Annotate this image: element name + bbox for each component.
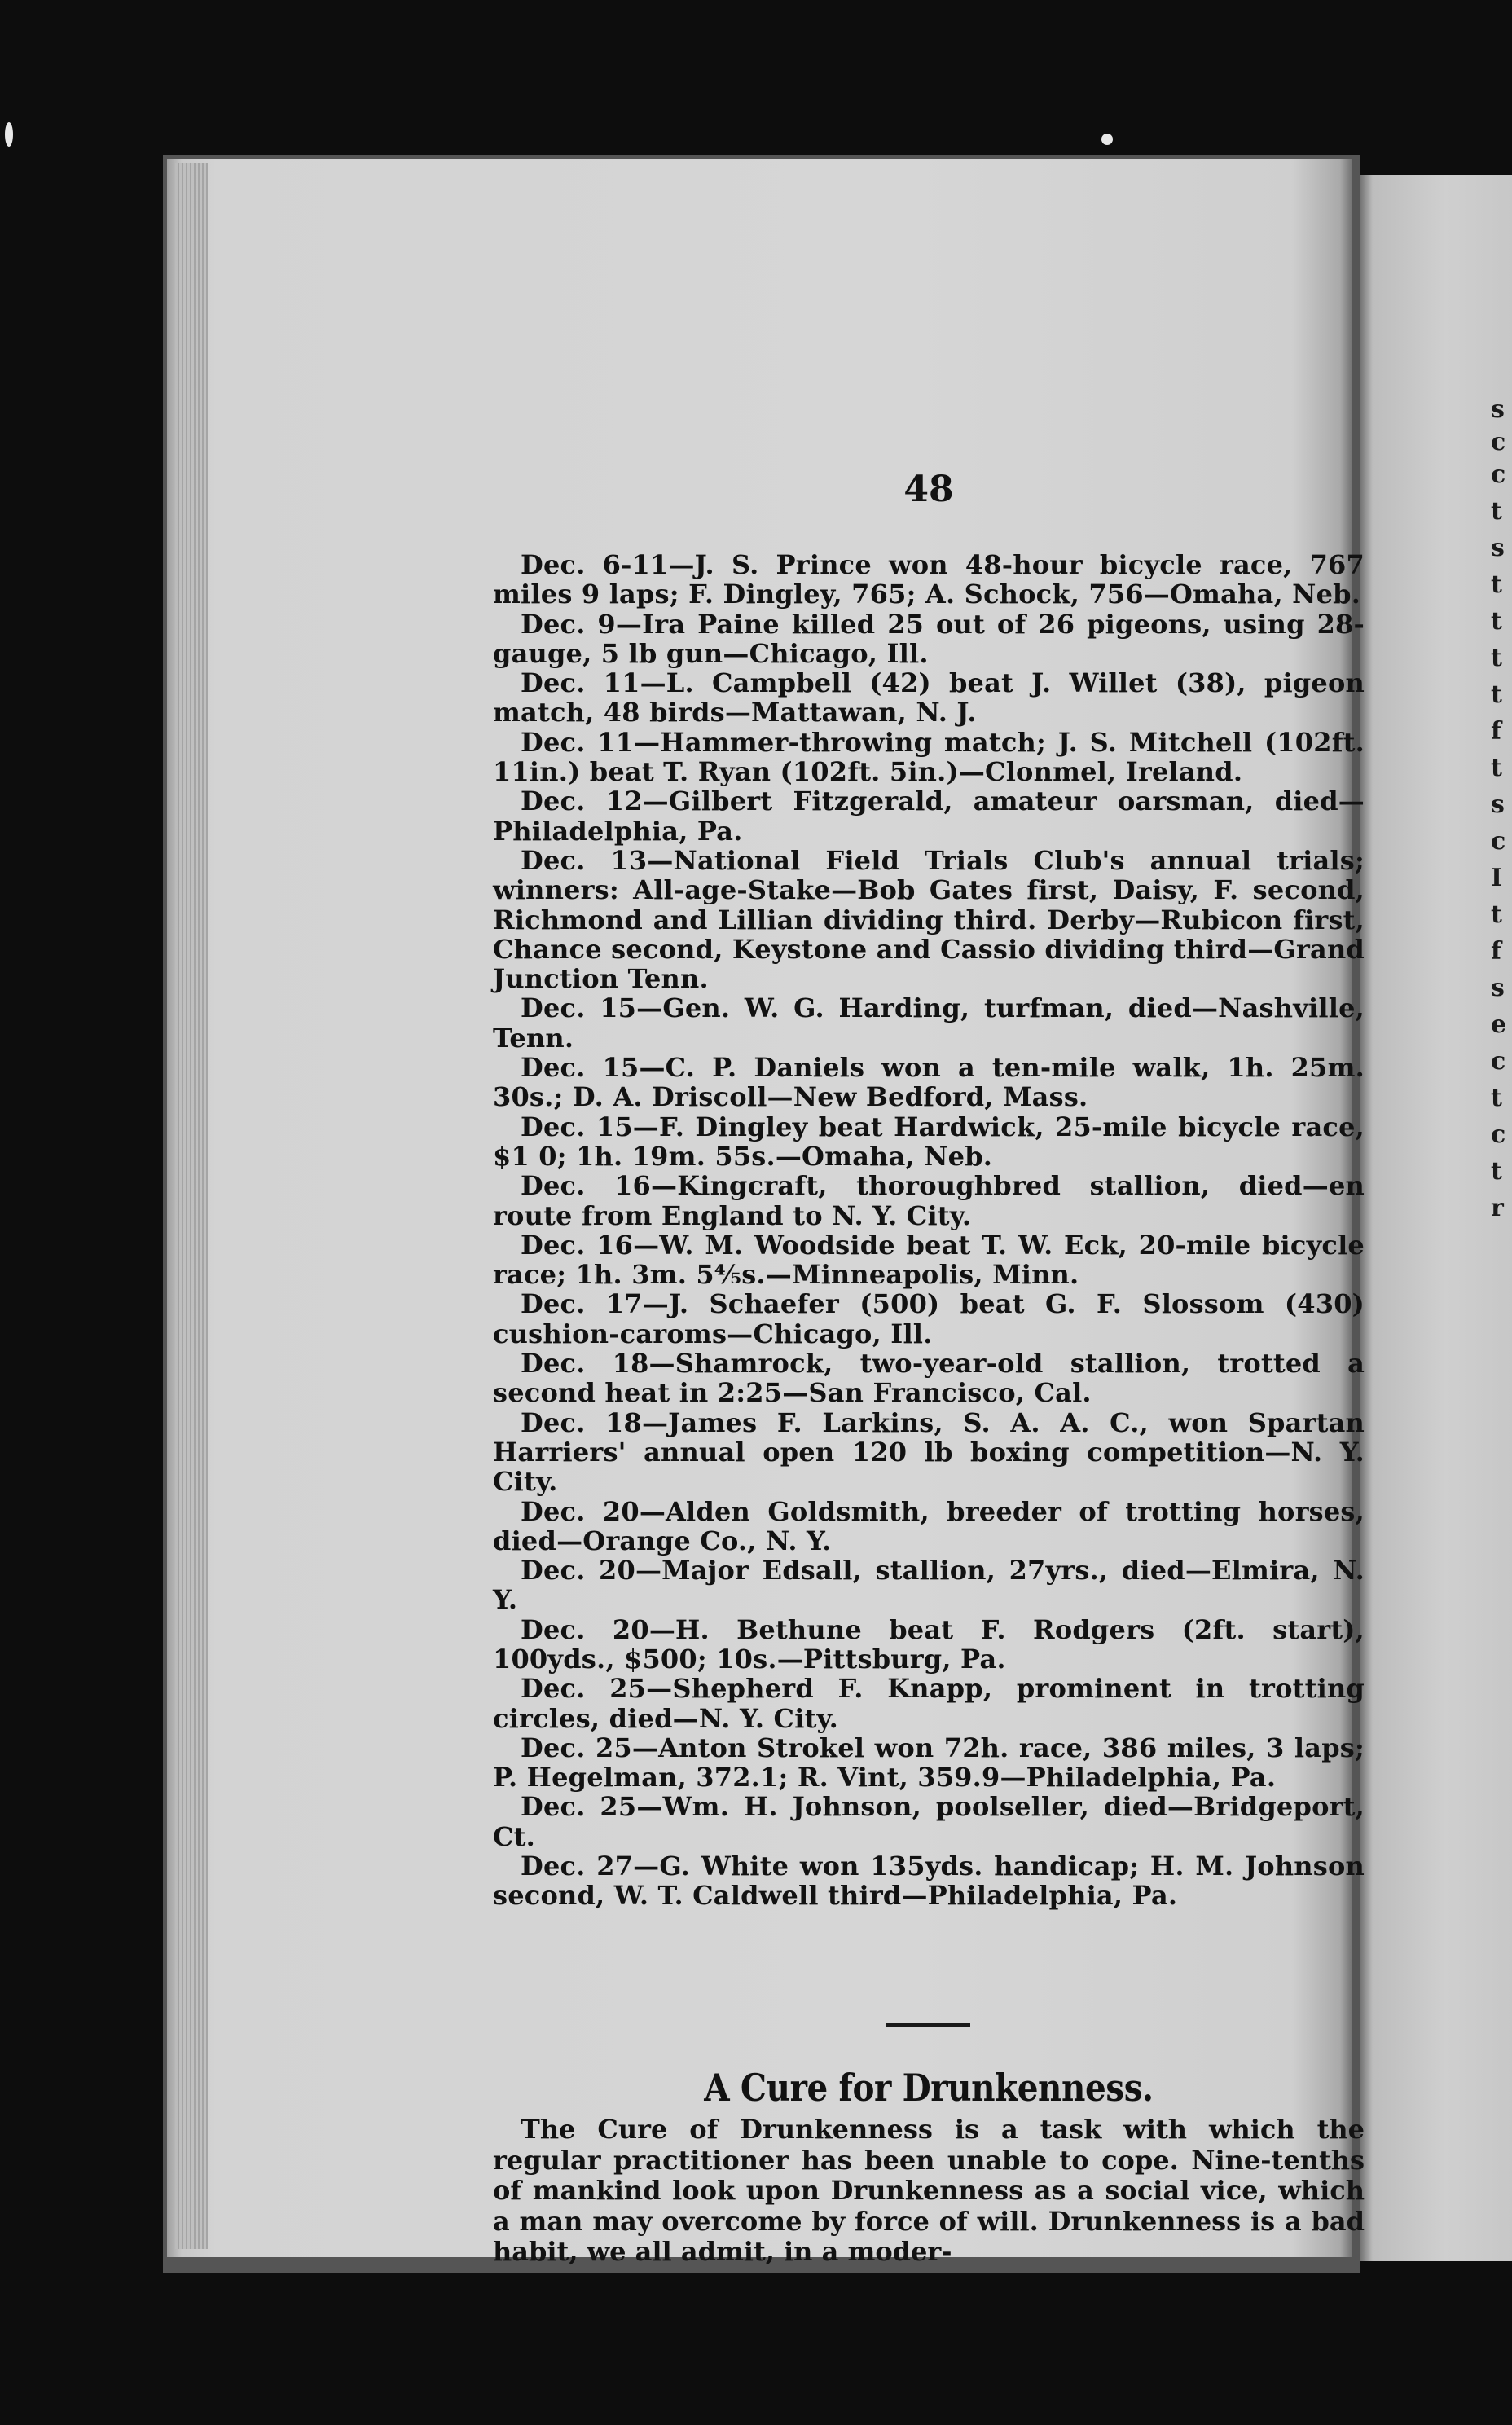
list-item: Dec. 15—Gen. W. G. Harding, turfman, died—Nashville, Tenn.	[493, 992, 1365, 1054]
list-item: Dec. 9—Ira Paine killed 25 out of 26 pigeons, using 28-gauge, 5 lb gun—Chicago, Ill.	[493, 608, 1365, 669]
section-body: The Cure of Drunkenness is a task with which the regular practitioner has been unable to cope. Nine-tenths of mankind look upon Drunkenness as a social vice, which a man may overcome by force of will. Drunkenness is a bad habit, we all admit, in a moder-	[493, 2114, 1365, 2267]
entries-list	[493, 550, 1365, 1911]
list-item: Dec. 25—Shepherd F. Knapp, prominent in trotting circles, died—N. Y. City.	[493, 1673, 1365, 1734]
list-item: Dec. 6-11—J. S. Prince won 48-hour bicycle race, 767 miles 9 laps; F. Dingley, 765; A. Schock, 756—Omaha, Neb.	[493, 549, 1365, 610]
book-page	[167, 159, 1365, 2267]
list-item: Dec. 16—W. M. Woodside beat T. W. Eck, 20-mile bicycle race; 1h. 3m. 5⅘s.—Minneapolis, Minn.	[493, 1229, 1365, 1291]
dust-speck	[5, 122, 13, 147]
page-stack-edges	[175, 163, 208, 2249]
list-item: Dec. 27—G. White won 135yds. handicap; H. M. Johnson second, W. T. Caldwell third—Philadelphia, Pa.	[493, 1851, 1365, 1912]
list-item: Dec. 15—C. P. Daniels won a ten-mile walk, 1h. 25m. 30s.; D. A. Driscoll—New Bedford, Mass.	[493, 1052, 1365, 1113]
list-item: Dec. 11—L. Campbell (42) beat J. Willet (38), pigeon match, 48 birds—Mattawan, N. J.	[493, 667, 1365, 728]
list-item: Dec. 12—Gilbert Fitzgerald, amateur oarsman, died—Philadelphia, Pa.	[493, 786, 1365, 847]
list-item: Dec. 25—Anton Strokel won 72h. race, 386 miles, 3 laps; P. Hegelman, 372.1; R. Vint, 359.9—Philadelphia, Pa.	[493, 1732, 1365, 1793]
list-item: Dec. 17—J. Schaefer (500) beat G. F. Slossom (430) cushion-caroms—Chicago, Ill.	[493, 1288, 1365, 1349]
list-item: Dec. 20—H. Bethune beat F. Rodgers (2ft. start), 100yds., $500; 10s.—Pittsburg, Pa.	[493, 1613, 1365, 1675]
list-item: Dec. 13—National Field Trials Club's annual trials; winners: All-age-Stake—Bob Gates first, Daisy, F. second, Richmond and Lillian dividing third. Derby—Rubicon first, Chance second, Keystone and Cassio dividing third—Grand Junction Tenn.	[493, 844, 1365, 995]
list-item: Dec. 15—F. Dingley beat Hardwick, 25-mile bicycle race, $1 0; 1h. 19m. 55s.—Omaha, Neb.	[493, 1111, 1365, 1172]
list-item: Dec. 18—Shamrock, two-year-old stallion, trotted a second heat in 2:25—San Francisco, Cal.	[493, 1348, 1365, 1409]
list-item: Dec. 11—Hammer-throwing match; J. S. Mitchell (102ft. 11in.) beat T. Ryan (102ft. 5in.)—Clonmel, Ireland.	[493, 726, 1365, 788]
list-item: Dec. 20—Alden Goldsmith, breeder of trotting horses, died—Orange Co., N. Y.	[493, 1495, 1365, 1556]
list-item: Dec. 25—Wm. H. Johnson, poolseller, died—Bridgeport, Ct.	[493, 1791, 1365, 1852]
list-item: Dec. 18—James F. Larkins, S. A. A. C., won Spartan Harriers' annual open 120 lb boxing competition—N. Y. City.	[493, 1406, 1365, 1498]
section-divider	[886, 2023, 970, 2027]
adjacent-page-edge: s c c t s t t t t f t s c I t f s e c t c t r	[1348, 175, 1512, 2261]
dust-speck	[1101, 134, 1113, 145]
list-item: Dec. 16—Kingcraft, thoroughbred stallion, died—en route from England to N. Y. City.	[493, 1170, 1365, 1231]
section-heading: A Cure for Drunkenness.	[704, 2066, 1154, 2110]
list-item: Dec. 20—Major Edsall, stallion, 27yrs., died—Elmira, N. Y.	[493, 1555, 1365, 1616]
page-number: 48	[903, 469, 954, 510]
